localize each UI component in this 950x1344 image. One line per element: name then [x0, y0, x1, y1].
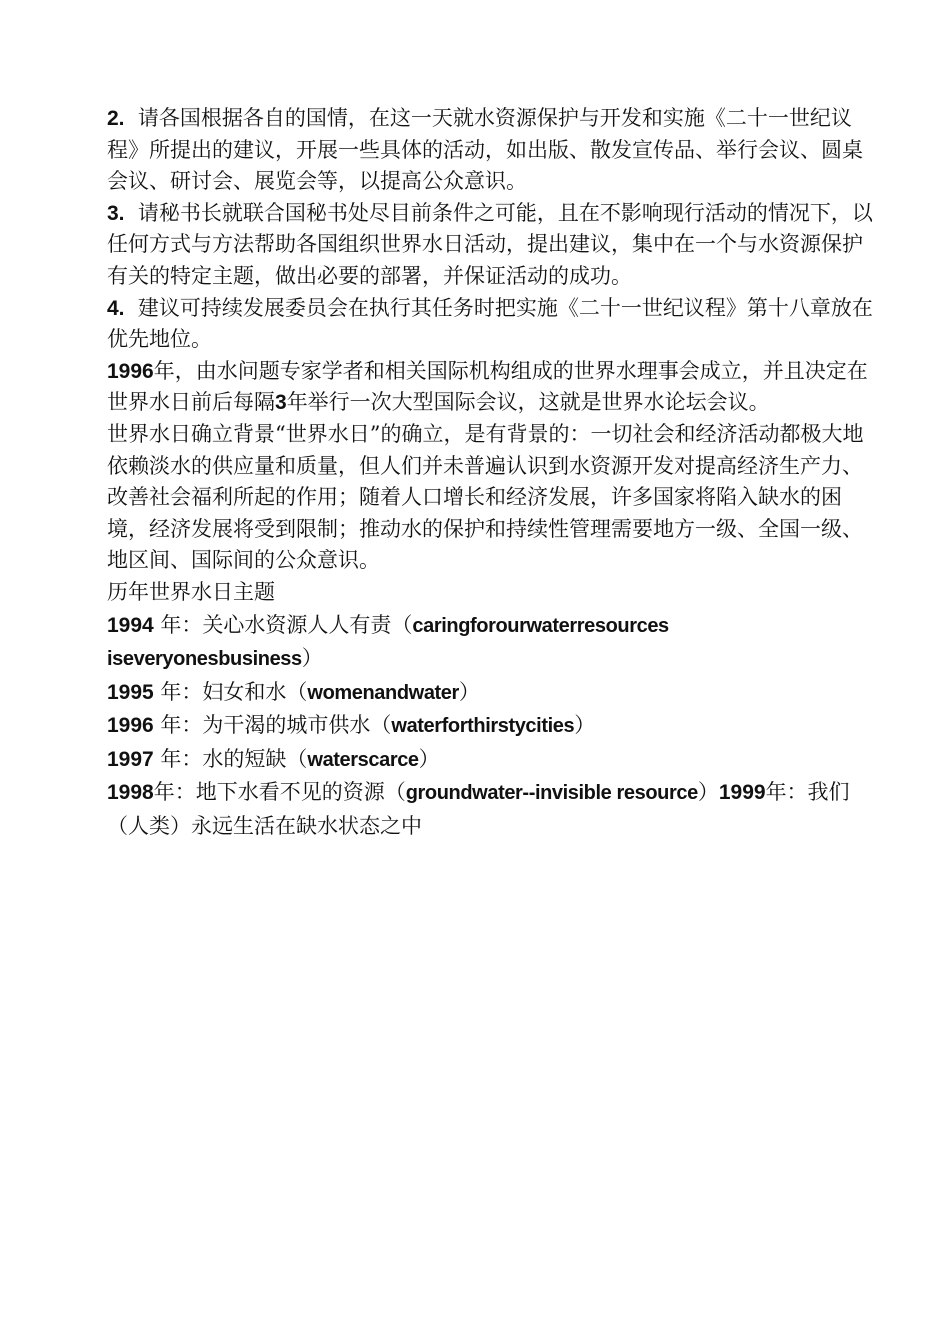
theme-1998-1999 [107, 776, 877, 842]
theme-year: 1997 [107, 747, 154, 771]
theme-1995 [107, 676, 877, 710]
theme-year: 1995 [107, 680, 154, 704]
theme-english: waterscarce [307, 748, 419, 771]
theme-close: ） [458, 679, 480, 704]
forum-text-b: 年举行一次大型国际会议，这就是世界水论坛会议。 [286, 390, 770, 415]
resolution-item-3 [107, 198, 877, 293]
theme-label: 年：关心水资源人人有责（ [153, 612, 413, 637]
document-page [107, 103, 877, 842]
theme-year: 1994 [107, 613, 154, 637]
theme-english: caringforourwaterresources iseveryonesbusiness [107, 614, 669, 670]
theme-close: ） [301, 646, 323, 670]
item-text: 请各国根据各自的国情，在这一天就水资源保护与开发和实施《二十一世纪议程》所提出的建议，开展一些具体的活动，如出版、散发宣传品、举行会议、圆桌会议、研讨会、展览会等，以提高公众意识。 [107, 106, 863, 194]
theme-label-1999: 年：我们（人类）永远生活在缺水状态之中 [107, 780, 850, 838]
theme-year: 1996 [107, 714, 154, 737]
theme-english: womenandwater [307, 681, 459, 704]
background-paragraph: 世界水日确立背景“世界水日”的确立，是有背景的：一切社会和经济活动都极大地依赖淡水的供应量和质量，但人们并未普遍认识到水资源开发对提高经济生产力、改善社会福利所起的作用；随着人口增长和经济发展，许多国家将陷入缺水的困境，经济发展将受到限制；推动水的保护和持续性管理需要地方一级、全国一级、地区间、国际间的公众意识。 [107, 421, 864, 573]
theme-close: ） [418, 746, 440, 771]
item-text: 请秘书长就联合国秘书处尽目前条件之可能，且在不影响现行活动的情况下，以任何方式与方法帮助各国组织世界水日活动，提出建议，集中在一个与水资源保护有关的特定主题，做出必要的部署，并保证活动的成功。 [107, 200, 873, 288]
water-forum-paragraph [107, 356, 877, 419]
theme-1997 [107, 743, 877, 777]
theme-close: ） [574, 713, 596, 737]
item-number: 3. [107, 201, 125, 225]
forum-interval: 3 [275, 391, 287, 415]
themes-heading: 历年世界水日主题 [107, 579, 275, 604]
theme-label: 年：妇女和水（ [153, 679, 308, 704]
theme-label: 年：水的短缺（ [153, 746, 308, 771]
resolution-item-2 [107, 103, 877, 198]
theme-year-1999: 1999 [718, 781, 766, 804]
theme-close: ） [697, 780, 719, 804]
theme-1996 [107, 709, 877, 743]
resolution-item-4 [107, 293, 877, 356]
theme-label: 年：地下水看不见的资源（ [153, 780, 406, 804]
theme-1994 [107, 609, 877, 676]
forum-text-a: 年，由水问题专家学者和相关国际机构组成的世界水理事会成立，并且决定在世界水日前后每隔 [107, 358, 868, 415]
theme-label: 年：为干渴的城市供水（ [153, 713, 392, 737]
forum-year: 1996 [107, 359, 154, 383]
theme-year: 1998 [107, 781, 154, 804]
theme-english: waterforthirstycities [391, 715, 575, 737]
item-number: 2. [107, 107, 125, 130]
theme-english: groundwater--invisible resource [405, 782, 698, 804]
item-number: 4. [107, 296, 125, 320]
item-text: 建议可持续发展委员会在执行其任务时把实施《二十一世纪议程》第十八章放在优先地位。 [107, 295, 873, 352]
